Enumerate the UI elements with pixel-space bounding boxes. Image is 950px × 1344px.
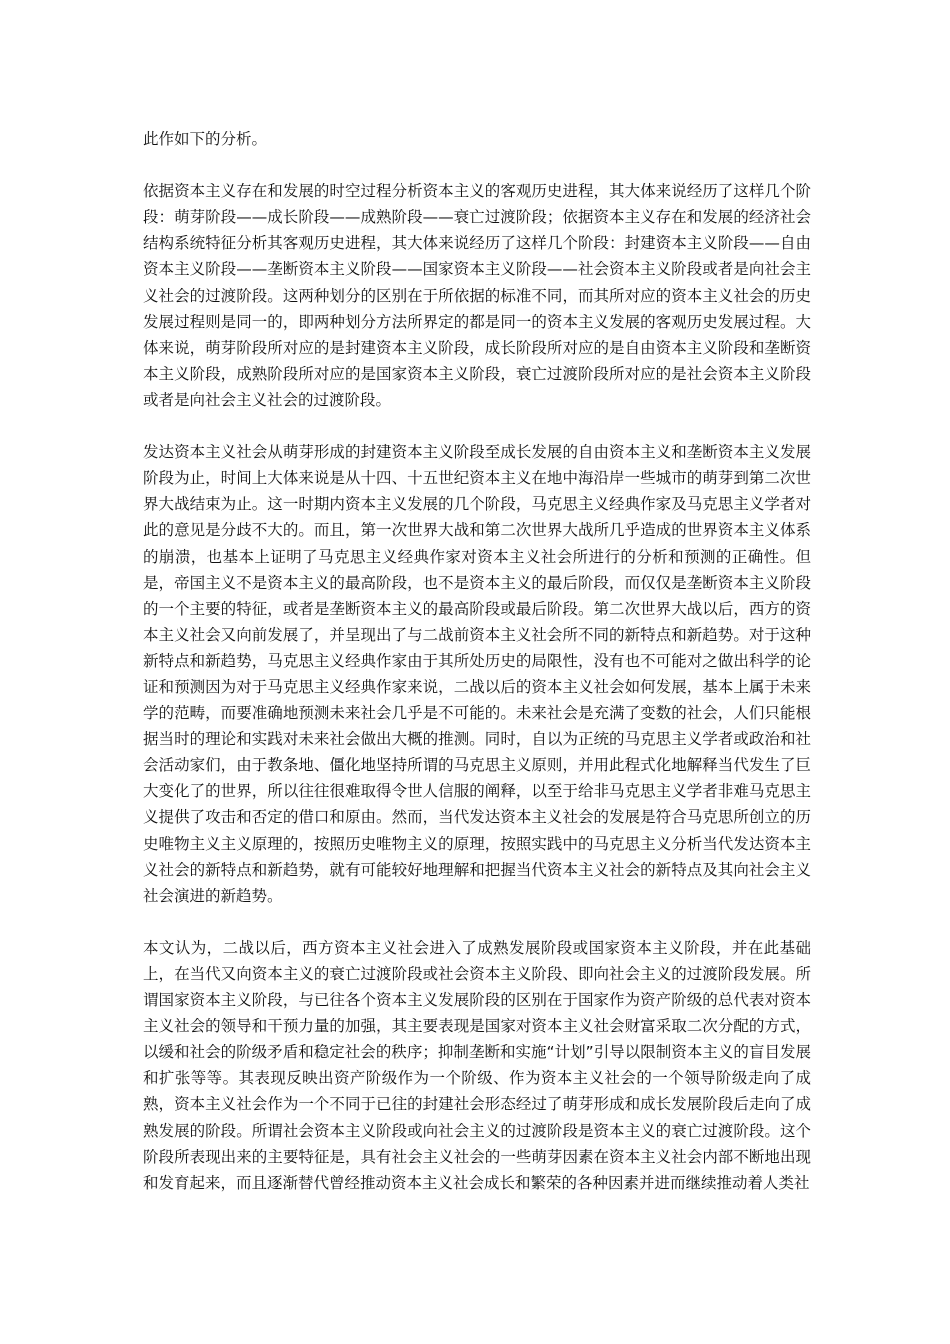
paragraph-history: 发达资本主义社会从萌芽形成的封建资本主义阶段至成长发展的自由资本主义和垄断资本主义发展阶段为止，时间上大体来说是从十四、十五世纪资本主义在地中海沿岸一些城市的萌芽到第二次世界大战结束为止。这一时期内资本主义发展的几个阶段，马克思主义经典作家及马克思主义学者对此的意见是分歧不大的。而且，第一次世界大战和第二次世界大战所几乎造成的世界资本主义体系的崩溃，也基本上证明了马克思主义经典作家对资本主义社会所进行的分析和预测的正确性。但是，帝国主义不是资本主义的最高阶段，也不是资本主义的最后阶段，而仅仅是垄断资本主义阶段的一个主要的特征，或者是垄断资本主义的最高阶段或最后阶段。第二次世界大战以后，西方的资本主义社会又向前发展了，并呈现出了与二战前资本主义社会所不同的新特点和新趋势。对于这种新特点和新趋势，马克思主义经典作家由于其所处历史的局限性，没有也不可能对之做出科学的论证和预测因为对于马克思主义经典作家来说，二战以后的资本主义社会如何发展，基本上属于未来学的范畴，而要准确地预测未来社会几乎是不可能的。未来社会是充满了变数的社会，人们只能根据当时的理论和实践对未来社会做出大概的推测。同时，自以为正统的马克思主义学者或政治和社会活动家们，由于教条地、僵化地坚持所谓的马克思主义原则，并用此程式化地解释当代发生了巨大变化了的世界，所以往往很难取得令世人信服的阐释，以至于给非马克思主义学者非难马克思主义提供了攻击和否定的借口和原由。然而，当代发达资本主义社会的发展是符合马克思所创立的历史唯物主义主义原理的，按照历史唯物主义的原理，按照实践中的马克思主义分析当代发达资本主义社会的新特点和新趋势，就有可能较好地理解和把握当代资本主义社会的新特点及其向社会主义社会演进的新趋势。 [143,443,811,905]
paragraph-intro: 此作如下的分析。 [143,130,268,148]
paragraph-stages: 依据资本主义存在和发展的时空过程分析资本主义的客观历史进程，其大体来说经历了这样几个阶段：萌芽阶段——成长阶段——成熟阶段——衰亡过渡阶段；依据资本主义存在和发展的经济社会结构系统特征分析其客观历史进程，其大体来说经历了这样几个阶段：封建资本主义阶段——自由资本主义阶段——垄断资本主义阶段——国家资本主义阶段——社会资本主义阶段或者是向社会主义社会的过渡阶段。这两种划分的区别在于所依据的标准不同，而其所对应的资本主义社会的历史发展过程则是同一的，即两种划分方法所界定的都是同一的资本主义发展的客观历史发展过程。大体来说，萌芽阶段所对应的是封建资本主义阶段，成长阶段所对应的是自由资本主义阶段和垄断资本主义阶段，成熟阶段所对应的是国家资本主义阶段，衰亡过渡阶段所对应的是社会资本主义阶段或者是向社会主义社会的过渡阶段。 [143,182,811,409]
document-body [143,126,811,1196]
paragraph-thesis: 本文认为，二战以后，西方资本主义社会进入了成熟发展阶段或国家资本主义阶段，并在此基础上，在当代又向资本主义的衰亡过渡阶段或社会资本主义阶段、即向社会主义的过渡阶段发展。所谓国家资本主义阶段，与已往各个资本主义发展阶段的区别在于国家作为资产阶级的总代表对资本主义社会的领导和干预力量的加强，其主要表现是国家对资本主义社会财富采取二次分配的方式，以缓和社会的阶级矛盾和稳定社会的秩序；抑制垄断和实施“计划”引导以限制资本主义的盲目发展和扩张等等。其表现反映出资产阶级作为一个阶级、作为资本主义社会的一个领导阶级走向了成熟，资本主义社会作为一个不同于已往的封建社会形态经过了萌芽形成和成长发展阶段后走向了成熟发展的阶段。所谓社会资本主义阶段或向社会主义的过渡阶段是资本主义的衰亡过渡阶段。这个阶段所表现出来的主要特征是，具有社会主义社会的一些萌芽因素在资本主义社会内部不断地出现和发育起来，而且逐渐替代曾经推动资本主义社会成长和繁荣的各种因素并进而继续推动着人类社 [143,938,811,1192]
